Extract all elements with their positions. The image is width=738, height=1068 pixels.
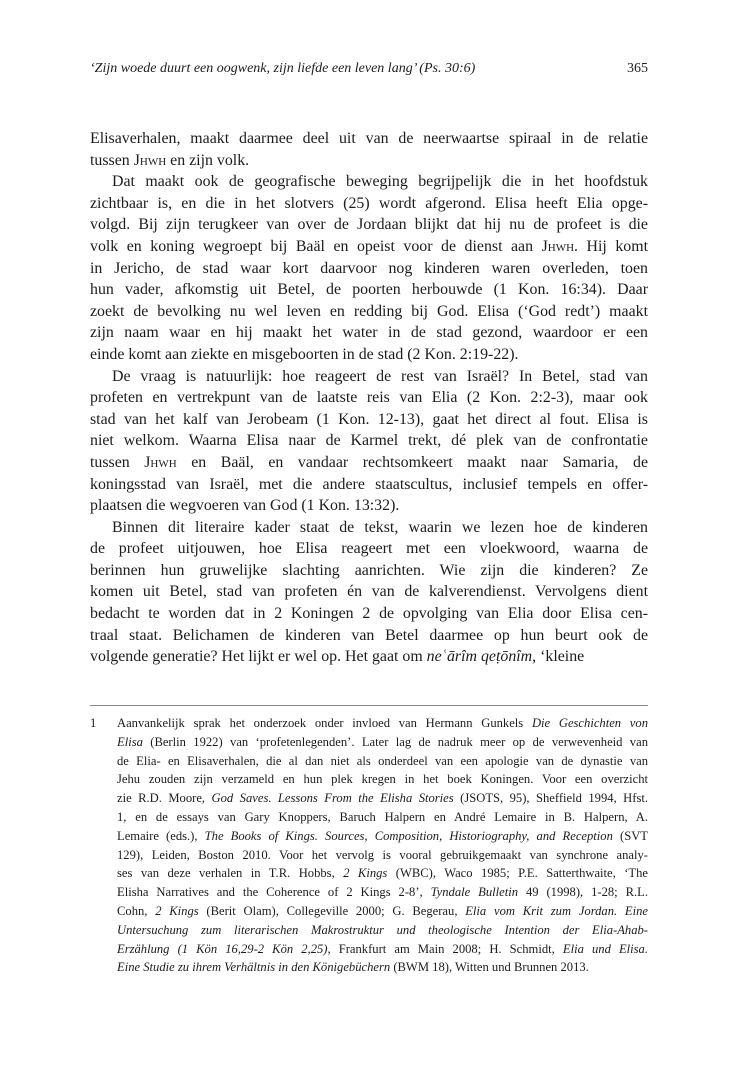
footnote-text: ses van deze verhalen in T.R. Hobbs, bbox=[117, 866, 344, 881]
body-text: zijn naam waar en hij maakt het water in de stad gezond, waardoor er een bbox=[90, 324, 648, 342]
body-text: Binnen dit literaire kader staat de tekst, waarin we lezen hoe de kinderen bbox=[112, 518, 648, 536]
body-line bbox=[90, 171, 648, 193]
footnote-text: Cohn, bbox=[117, 903, 156, 918]
body-line bbox=[90, 603, 648, 625]
footnote-text: (JSOTS, 95), Sheffield 1994, Hfst. bbox=[453, 791, 648, 806]
footnote-italic: Elia vom Krit zum Jordan. Eine bbox=[465, 903, 649, 918]
body-line bbox=[90, 258, 648, 280]
footnote-line bbox=[117, 714, 648, 733]
body-text: profeten en vertrekpunt van de laatste reis van Elia (2 Kon. 2:2-3), maar ook bbox=[90, 389, 648, 407]
body-line bbox=[90, 560, 648, 582]
running-header bbox=[90, 61, 648, 85]
body-text: hun vader, afkomstig uit Betel, de poorten herbouwde (1 Kon. 16:34). Daar bbox=[90, 281, 648, 299]
footnote-italic: The Books of Kings. Sources, Composition, Historiography, and Reception bbox=[204, 828, 613, 843]
footnote-italic: Untersuchung zum literarischen Makrostruktur und theologische Intention der Elia-Ahab- bbox=[117, 922, 648, 937]
body-line bbox=[90, 150, 648, 172]
body-line bbox=[90, 646, 648, 668]
body-text: traal staat. Belichamen de kinderen van Betel daarmee op hun beurt ook de bbox=[90, 626, 648, 644]
body-text: volgende generatie? Het lijkt er wel op. Het gaat om bbox=[90, 648, 427, 666]
body-line bbox=[90, 409, 648, 431]
footnote-text: (Berit Olam), Collegeville 2000; G. Begerau, bbox=[198, 903, 466, 918]
footnote-text: Elisha Narratives and the Coherence of 2 Kings 2-8’, bbox=[117, 885, 431, 900]
footnote-text: zie R.D. Moore, bbox=[117, 791, 212, 806]
footnote-italic: Elisa bbox=[117, 734, 143, 749]
body-italic: neʿārîm qeṭōnîm bbox=[426, 648, 533, 666]
footnote-line bbox=[117, 808, 648, 827]
body-line bbox=[90, 366, 648, 388]
body-text bbox=[90, 128, 648, 668]
body-line bbox=[90, 236, 648, 258]
body-text: , ‘kleine bbox=[532, 648, 585, 666]
footnote-text: 49 (1998), 1-28; R.L. bbox=[518, 885, 648, 900]
body-line bbox=[90, 474, 648, 496]
footnote-text: (Berlin 1922) van ‘profetenlegenden’. Later lag de nadruk meer op de verwevenheid van bbox=[142, 734, 648, 749]
body-text: in Jericho, de stad waar kort daarvoor nog kinderen waren overleden, toen bbox=[90, 259, 648, 277]
body-text: tussen bbox=[90, 151, 134, 169]
footnote-line bbox=[117, 902, 648, 921]
footnote-divider bbox=[90, 705, 648, 706]
running-title: ‘Zijn woede duurt een oogwenk, zijn liefde een leven lang’ (Ps. 30:6) bbox=[90, 61, 476, 76]
body-line bbox=[90, 344, 648, 366]
page-number: 365 bbox=[627, 61, 648, 76]
body-line bbox=[90, 495, 648, 517]
body-text: einde komt aan ziekte en misgeboorten in de stad (2 Kon. 2:19-22). bbox=[90, 345, 519, 363]
footnote-text bbox=[117, 714, 648, 977]
footnote-line bbox=[117, 864, 648, 883]
footnote-text: Lemaire (eds.), bbox=[117, 828, 205, 843]
footnote-text: (BWM 18), Witten und Brunnen 2013. bbox=[390, 960, 589, 975]
divine-name: Jhwh bbox=[144, 453, 177, 471]
footnote-italic: Die Geschichten von bbox=[531, 716, 648, 730]
body-text: bedacht te worden dat in 2 Koningen 2 de opvolging van Elia door Elisa cen- bbox=[90, 605, 648, 623]
body-text: zoekt de bevolking nu wel leven en redding bij God. Elisa (‘God redt’) maakt bbox=[90, 302, 648, 320]
footnote-text: 129), Leiden, Boston 2010. Voor het vervolg is vooral gebruikgemaakt van synchrone analy- bbox=[117, 847, 648, 862]
footnote-italic: Tyndale Bulletin bbox=[430, 885, 519, 900]
body-text: De vraag is natuurlijk: hoe reageert de rest van Israël? In Betel, stad van bbox=[112, 367, 648, 385]
body-text: volgd. Bij zijn terugkeer van over de Jordaan blijkt dat hij nu de profeet is die bbox=[90, 216, 648, 234]
body-text: de profeet uitjouwen, hoe Elisa reageert met een vloekwoord, waarna de bbox=[90, 540, 648, 558]
footnote-line bbox=[117, 770, 648, 789]
body-text: stad van het kalf van Jerobeam (1 Kon. 12-13), gaat het direct al fout. Elisa is bbox=[90, 410, 648, 428]
body-line bbox=[90, 387, 648, 409]
body-line bbox=[90, 322, 648, 344]
body-line bbox=[90, 430, 648, 452]
footnote-line bbox=[117, 752, 648, 771]
footnote-text: (WBC), Waco 1985; P.E. Satterthwaite, ‘The bbox=[387, 866, 649, 881]
footnote-italic: God Saves. Lessons From the Elisha Stories bbox=[211, 791, 454, 806]
footnote-text: Aanvankelijk sprak het onderzoek onder invloed van Hermann Gunkels bbox=[117, 716, 532, 730]
body-line bbox=[90, 214, 648, 236]
footnote-line bbox=[117, 921, 648, 940]
body-line bbox=[90, 279, 648, 301]
body-text: Dat maakt ook de geografische beweging begrijpelijk die in het hoofdstuk bbox=[112, 173, 648, 191]
footnote-italic: Erzählung (1 Kön 16,29-2 Kön 2,25) bbox=[117, 941, 328, 956]
body-text: . Hij komt bbox=[574, 237, 648, 255]
footnote-text: de Elia- en Elisaverhalen, die al dan niet als onderdeel van een apologie van de dynastie van bbox=[117, 753, 648, 768]
footnote-italic: 2 Kings bbox=[155, 903, 199, 918]
footnote-line bbox=[117, 846, 648, 865]
body-text: tussen bbox=[90, 453, 145, 471]
footnote-line bbox=[117, 733, 648, 752]
body-line bbox=[90, 452, 648, 474]
footnote-italic: 2 Kings bbox=[343, 866, 388, 881]
body-text: en Baäl, en vandaar rechtsomkeert maakt naar Samaria, de bbox=[176, 453, 648, 471]
divine-name: Jhwh bbox=[133, 151, 167, 169]
body-line bbox=[90, 193, 648, 215]
body-text: zichtbaar is, en die in het slotvers (25) wordt afgerond. Elisa heeft Elia opge- bbox=[90, 194, 648, 212]
body-text: en zijn volk. bbox=[166, 151, 250, 169]
body-line bbox=[90, 538, 648, 560]
footnote-line bbox=[117, 789, 648, 808]
body-line bbox=[90, 517, 648, 539]
body-text: koningsstad van Israël, met die andere staatscultus, inclusief tempels en offer- bbox=[90, 475, 648, 493]
footnote-italic: Eine Studie zu ihrem Verhältnis in den Königebüchern bbox=[117, 960, 391, 975]
footnote-line bbox=[117, 827, 648, 846]
body-text: berinnen hun gruwelijke slachting aanrichten. Wie zijn die kinderen? Ze bbox=[90, 561, 648, 579]
footnote-text: (SVT bbox=[612, 828, 648, 843]
footnote-line bbox=[117, 958, 648, 977]
footnote-text: 1, en de essays van Gary Knoppers, Baruch Halpern en André Lemaire in B. Halpern, A. bbox=[117, 809, 648, 824]
footnote-italic: Elia und Elisa. bbox=[562, 941, 648, 956]
body-text: komen uit Betel, stad van profeten én van de kalverendienst. Vervolgens dient bbox=[90, 583, 648, 601]
body-text: plaatsen die wegvoeren van God (1 Kon. 13:32). bbox=[90, 497, 400, 515]
body-text: volk en koning wegroept bij Baäl en opeist voor de dienst aan bbox=[90, 237, 542, 255]
footnote-text: , Frankfurt am Main 2008; H. Schmidt, bbox=[327, 941, 563, 956]
footnote-line bbox=[117, 940, 648, 959]
footnote-number: 1 bbox=[90, 716, 97, 730]
footnote-text: Jehu zouden zijn verzameld en hun plek kregen in het boek Koningen. Voor een overzicht bbox=[117, 772, 648, 787]
body-text: niet welkom. Waarna Elisa naar de Karmel trekt, dé plek van de confrontatie bbox=[90, 432, 648, 450]
body-line bbox=[90, 128, 648, 150]
body-text: Elisaverhalen, maakt daarmee deel uit van de neerwaartse spiraal in de relatie bbox=[90, 130, 648, 147]
body-line bbox=[90, 301, 648, 323]
divine-name: Jhwh bbox=[541, 237, 575, 255]
footnote-line bbox=[117, 883, 648, 902]
body-line bbox=[90, 581, 648, 603]
body-line bbox=[90, 625, 648, 647]
